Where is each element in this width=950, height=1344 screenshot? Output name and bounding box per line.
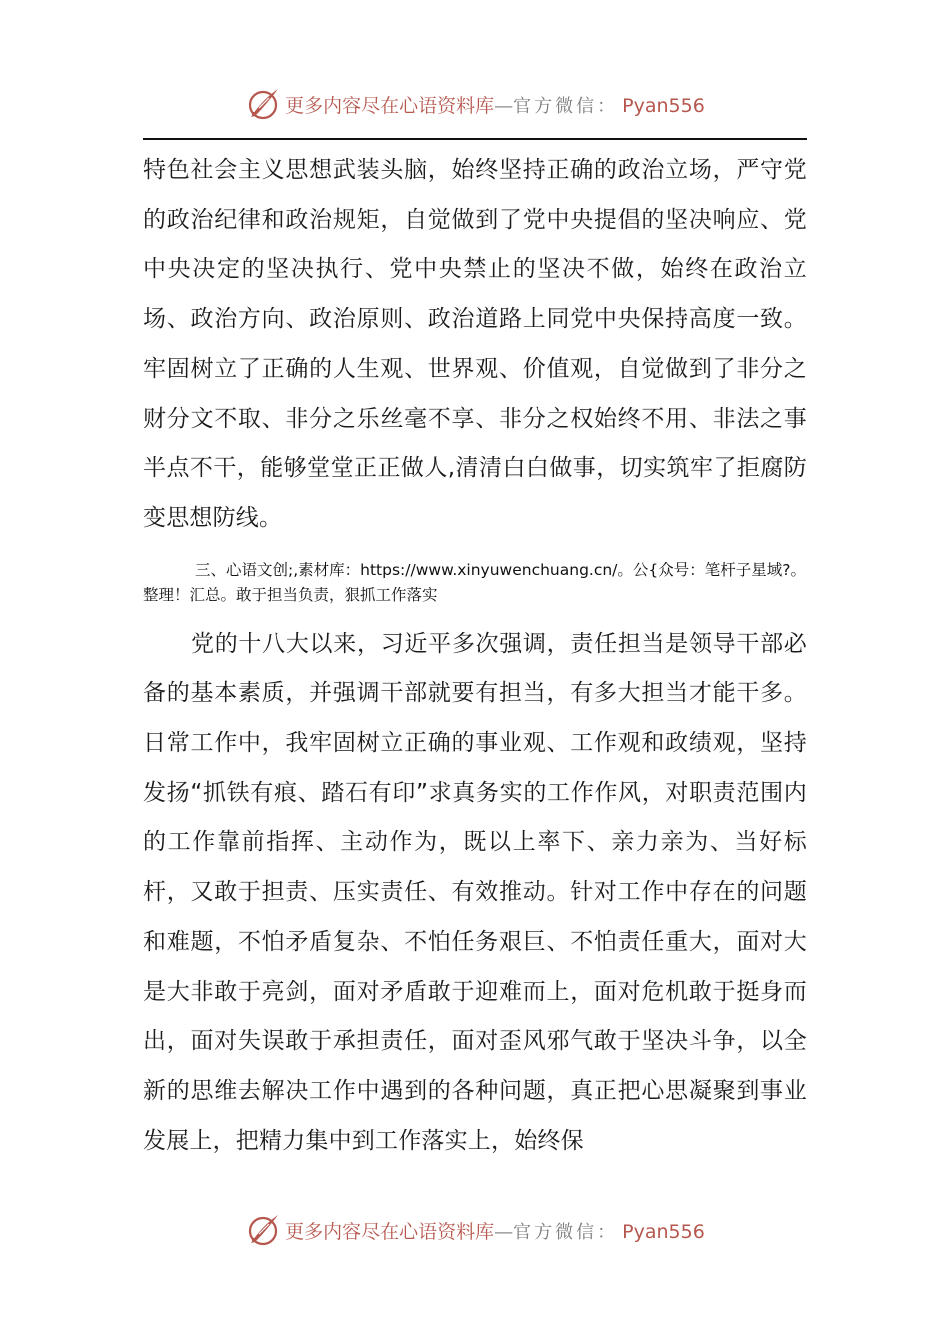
section-heading: 三、心语文创;,素材库：https://www.xinyuwenchuang.cn/。公{众号：笔杆子星域?。整理！汇总。敢于担当负责，狠抓工作落实 [143,560,806,604]
footer-banner [0,1208,950,1252]
banner-separator: — [494,1220,514,1243]
quill-pen-seal-icon [245,86,281,122]
banner-separator: — [494,94,514,117]
header-banner [0,82,950,126]
document-body [143,146,807,1166]
banner-brand-text: 更多内容尽在心语资料库 [285,1220,495,1243]
banner-wechat-label: 官方微信： [513,95,619,117]
header-divider [143,138,807,140]
paragraph: 党的十八大以来，习近平多次强调，责任担当是领导干部必备的基本素质，并强调干部就要有担当，有多大担当才能干多。日常工作中，我牢固树立正确的事业观、工作观和政绩观，坚持发扬“抓铁有痕、踏石有印”求真务实的工作作风，对职责范围内的工作靠前指挥、主动作为，既以上率下、亲力亲为、当好标杆，又敢于担责、压实责任、有效推动。针对工作中存在的问题和难题，不怕矛盾复杂、不怕任务艰巨、不怕责任重大，面对大是大非敢于亮剑，面对矛盾敢于迎难而上，面对危机敢于挺身而出，面对失误敢于承担责任，面对歪风邪气敢于坚决斗争，以全新的思维去解决工作中遇到的各种问题，真正把心思凝聚到事业发展上，把精力集中到工作落实上，始终保 [143,630,807,1154]
continued-paragraph: 特色社会主义思想武装头脑，始终坚持正确的政治立场，严守党的政治纪律和政治规矩，自觉做到了党中央提倡的坚决响应、党中央决定的坚决执行、党中央禁止的坚决不做，始终在政治立场、政治方向、政治原则、政治道路上同党中央保持高度一致。牢固树立了正确的人生观、世界观、价值观，自觉做到了非分之财分文不取、非分之乐丝毫不享、非分之权始终不用、非法之事半点不干，能够堂堂正正做人,清清白白做事，切实筑牢了拒腐防变思想防线。 [143,157,807,531]
banner-wechat-id: Pyan556 [622,1220,705,1243]
quill-pen-seal-icon [245,1212,281,1248]
banner-wechat-label: 官方微信： [513,1221,619,1243]
banner-brand-text: 更多内容尽在心语资料库 [285,94,495,117]
banner-wechat-id: Pyan556 [622,94,705,117]
